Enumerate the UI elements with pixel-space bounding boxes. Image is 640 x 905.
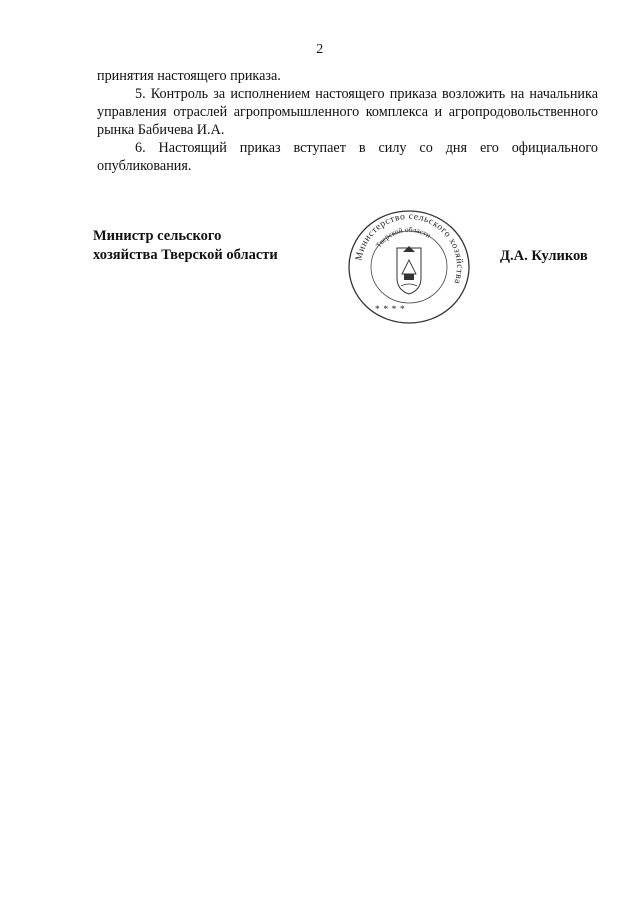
signatory-position-line-1: Министр сельского — [93, 228, 222, 244]
document-body — [97, 67, 598, 175]
signatory-position-line-2: хозяйства Тверской области — [93, 247, 278, 263]
seal-graphic — [345, 208, 473, 326]
seal-outer-text: Министерство сельского хозяйства — [354, 211, 465, 286]
official-seal — [345, 208, 473, 326]
seal-stars: * * * * — [375, 305, 406, 315]
signatory-position — [93, 227, 278, 265]
paragraph-6: 6. Настоящий приказ вступает в силу со дня его официального опубликования. — [97, 140, 598, 174]
signatory-name: Д.А. Куликов — [500, 248, 588, 264]
tver-coat-of-arms-icon — [397, 246, 421, 294]
paragraph-5: 5. Контроль за исполнением настоящего приказа возложить на начальника управления отраслей агропромышленного комплекса и агропродовольственного рынка Бабичева И.А. — [97, 86, 598, 138]
page-number: 2 — [316, 42, 324, 57]
seal-inner-text: Тверской области — [373, 224, 433, 250]
paragraph-continuation: принятия настоящего приказа. — [97, 68, 281, 84]
